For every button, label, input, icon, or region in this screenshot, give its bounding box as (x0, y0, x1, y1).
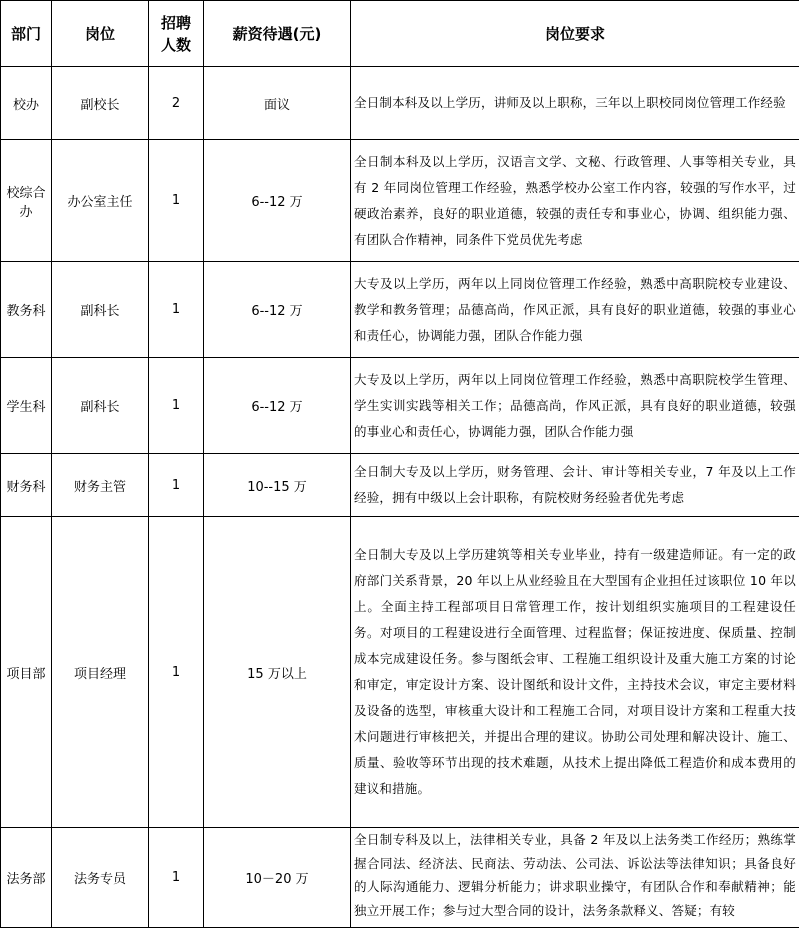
cell-position: 办公室主任 (52, 140, 149, 262)
cell-count: 1 (149, 454, 204, 517)
cell-dept: 校办 (1, 67, 52, 140)
header-count (149, 1, 204, 67)
cell-count: 1 (149, 140, 204, 262)
cell-dept: 项目部 (1, 517, 52, 828)
cell-requirements: 全日制专科及以上，法律相关专业，具备 2 年及以上法务类工作经历；熟练掌握合同法、经济法、民商法、劳动法、公司法、诉讼法等法律知识；具备良好的人际沟通能力、逻辑分析能力；讲求职业操守，有团队合作和奉献精神；能独立开展工作；参与过大型合同的设计，法务条款释义、答疑；有较 (351, 828, 799, 928)
cell-position: 财务主管 (52, 454, 149, 517)
cell-salary: 10--15 万 (204, 454, 351, 517)
cell-requirements: 全日制大专及以上学历建筑等相关专业毕业，持有一级建造师证。有一定的政府部门关系背景，20 年以上从业经验且在大型国有企业担任过该职位 10 年以上。全面主持工程部项目日常管理工作，按计划组织实施项目的工程建设任务。对项目的工程建设进行全面管理、过程监督；保证按进度、保质量、控制成本完成建设任务。参与图纸会审、工程施工组织设计及重大施工方案的讨论和审定，审定设计方案、设计图纸和设计文件，主持技术会议，审定主要材料及设备的选型，审核重大设计和工程施工合同，对项目设计方案和工程重大技术问题进行审核把关，并提出合理的建议。协助公司处理和解决设计、施工、质量、验收等环节出现的技术难题，从技术上提出降低工程造价和成本费用的建议和措施。 (351, 517, 799, 828)
cell-dept: 教务科 (1, 262, 52, 358)
header-row (1, 1, 799, 67)
table-row (1, 140, 799, 262)
cell-requirements: 大专及以上学历，两年以上同岗位管理工作经验，熟悉中高职院校专业建设、教学和教务管理；品德高尚，作风正派，具有良好的职业道德，较强的事业心和责任心，协调能力强，团队合作能力强 (351, 262, 799, 358)
cell-salary: 15 万以上 (204, 517, 351, 828)
cell-requirements: 全日制大专及以上学历，财务管理、会计、审计等相关专业，7 年及以上工作经验，拥有中级以上会计职称，有院校财务经验者优先考虑 (351, 454, 799, 517)
cell-salary: 6--12 万 (204, 140, 351, 262)
cell-position: 项目经理 (52, 517, 149, 828)
cell-salary: 6--12 万 (204, 358, 351, 454)
cell-count: 2 (149, 67, 204, 140)
table-row (1, 517, 799, 828)
cell-count: 1 (149, 517, 204, 828)
cell-count: 1 (149, 262, 204, 358)
cell-position: 法务专员 (52, 828, 149, 928)
cell-dept: 法务部 (1, 828, 52, 928)
cell-count: 1 (149, 358, 204, 454)
table-row (1, 358, 799, 454)
cell-requirements: 大专及以上学历，两年以上同岗位管理工作经验，熟悉中高职院校学生管理、学生实训实践等相关工作；品德高尚，作风正派，具有良好的职业道德，较强的事业心和责任心，协调能力强，团队合作能力强 (351, 358, 799, 454)
cell-salary: 10－20 万 (204, 828, 351, 928)
header-count-line1: 招聘 (149, 12, 203, 34)
cell-position: 副校长 (52, 67, 149, 140)
cell-dept: 学生科 (1, 358, 52, 454)
cell-salary: 6--12 万 (204, 262, 351, 358)
table-row (1, 454, 799, 517)
table-row (1, 262, 799, 358)
cell-requirements: 全日制本科及以上学历，汉语言文学、文秘、行政管理、人事等相关专业，具有 2 年同岗位管理工作经验，熟悉学校办公室工作内容，较强的写作水平，过硬政治素养，良好的职业道德，较强的责任专和事业心，协调、组织能力强、有团队合作精神，同条件下党员优先考虑 (351, 140, 799, 262)
cell-position: 副科长 (52, 358, 149, 454)
header-salary: 薪资待遇(元) (204, 1, 351, 67)
cell-dept: 校综合办 (1, 140, 52, 262)
cell-position: 副科长 (52, 262, 149, 358)
cell-requirements: 全日制本科及以上学历，讲师及以上职称，三年以上职校同岗位管理工作经验 (351, 67, 799, 140)
cell-dept: 财务科 (1, 454, 52, 517)
table-row (1, 828, 799, 928)
header-position: 岗位 (52, 1, 149, 67)
header-count-line2: 人数 (149, 34, 203, 56)
header-requirements: 岗位要求 (351, 1, 799, 67)
table-row (1, 67, 799, 140)
header-dept: 部门 (1, 1, 52, 67)
cell-count: 1 (149, 828, 204, 928)
cell-salary: 面议 (204, 67, 351, 140)
